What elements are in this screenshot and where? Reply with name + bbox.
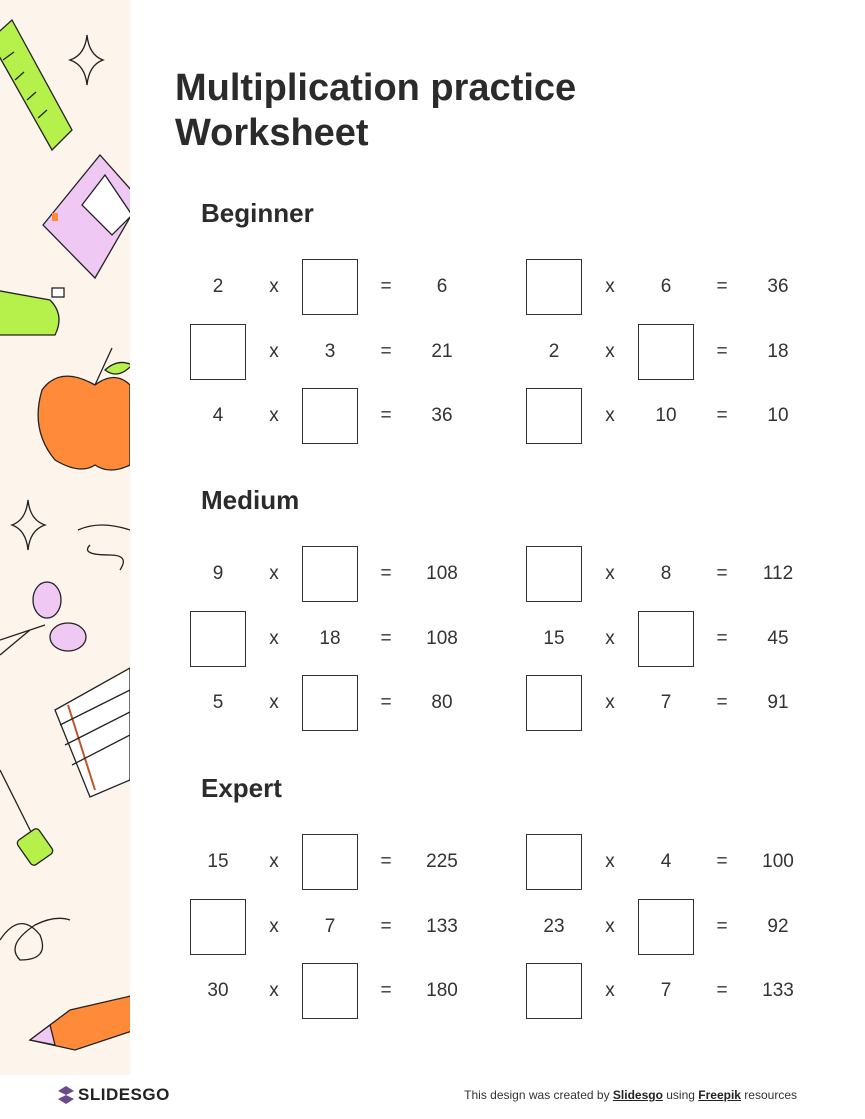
- operand-value: 4: [660, 851, 672, 872]
- operand-value: 8: [660, 563, 672, 584]
- equals-sign: =: [716, 405, 728, 426]
- operand-value: 2: [212, 276, 224, 297]
- operand-value: 7: [324, 915, 336, 937]
- product-value: 100: [762, 851, 794, 872]
- product-value: 108: [426, 627, 458, 649]
- product-value: 80: [431, 692, 453, 713]
- section-heading: Expert: [201, 773, 282, 803]
- times-sign: x: [605, 851, 615, 872]
- equals-sign: =: [380, 276, 392, 297]
- operand-value: 9: [212, 563, 224, 584]
- answer-box[interactable]: [190, 611, 246, 667]
- equals-sign: =: [716, 276, 728, 297]
- equals-sign: =: [716, 851, 728, 872]
- scissors-icon: [0, 582, 86, 655]
- credit-text: This design was created by: [464, 1088, 613, 1102]
- answer-box[interactable]: [526, 259, 582, 315]
- ruler-icon: [0, 20, 72, 150]
- operand-value: 7: [660, 692, 672, 713]
- equals-sign: =: [380, 627, 392, 649]
- operand-value: 7: [660, 980, 672, 1001]
- equals-sign: =: [380, 340, 392, 362]
- times-sign: x: [605, 627, 615, 649]
- pencil-case-icon: [0, 288, 64, 335]
- freepik-link[interactable]: Freepik: [698, 1088, 741, 1102]
- times-sign: x: [269, 692, 279, 713]
- product-value: 92: [767, 915, 789, 937]
- times-sign: x: [605, 915, 615, 937]
- apple-icon: [38, 348, 130, 470]
- times-sign: x: [605, 692, 615, 713]
- answer-box[interactable]: [302, 546, 358, 602]
- footer-credit: [464, 1088, 797, 1102]
- sparkle-icon: [12, 500, 45, 550]
- answer-box[interactable]: [302, 963, 358, 1019]
- pencil-icon: [30, 995, 130, 1050]
- title-line-1: Multiplication practice: [175, 67, 577, 109]
- product-value: 112: [762, 563, 794, 584]
- operand-value: 10: [655, 405, 677, 426]
- product-value: 45: [767, 627, 789, 649]
- product-value: 133: [426, 915, 458, 937]
- equals-sign: =: [716, 915, 728, 937]
- times-sign: x: [269, 915, 279, 937]
- section-heading: Medium: [201, 485, 300, 515]
- equals-sign: =: [380, 692, 392, 713]
- operand-value: 18: [319, 627, 341, 649]
- times-sign: x: [269, 627, 279, 649]
- answer-box[interactable]: [190, 324, 246, 380]
- times-sign: x: [269, 340, 279, 362]
- product-value: 21: [431, 340, 453, 362]
- answer-box[interactable]: [302, 675, 358, 731]
- credit-text: resources: [740, 1088, 797, 1102]
- times-sign: x: [605, 340, 615, 362]
- answer-box[interactable]: [638, 899, 694, 955]
- notebook-paper-icon: [55, 668, 130, 797]
- operand-value: 23: [543, 915, 565, 937]
- answer-box[interactable]: [190, 899, 246, 955]
- sparkle-icon: [70, 35, 103, 85]
- book-icon: [43, 155, 130, 278]
- equals-sign: =: [380, 405, 392, 426]
- answer-box[interactable]: [526, 675, 582, 731]
- times-sign: x: [269, 276, 279, 297]
- times-sign: x: [605, 405, 615, 426]
- logo-text: SLIDESGO: [78, 1085, 170, 1104]
- answer-box[interactable]: [302, 834, 358, 890]
- equals-sign: =: [716, 627, 728, 649]
- compass-icon: [0, 770, 54, 867]
- page-title: [175, 66, 576, 156]
- squiggle-icon: [78, 525, 130, 570]
- answer-box[interactable]: [526, 388, 582, 444]
- equals-sign: =: [380, 563, 392, 584]
- times-sign: x: [269, 563, 279, 584]
- answer-box[interactable]: [526, 834, 582, 890]
- operand-value: 5: [212, 692, 224, 713]
- product-value: 10: [767, 405, 789, 426]
- times-sign: x: [269, 405, 279, 426]
- title-line-2: Worksheet: [175, 112, 369, 154]
- product-value: 133: [762, 980, 794, 1001]
- answer-box[interactable]: [526, 963, 582, 1019]
- times-sign: x: [605, 980, 615, 1001]
- product-value: 91: [767, 692, 789, 713]
- answer-box[interactable]: [638, 324, 694, 380]
- product-value: 36: [767, 276, 789, 297]
- operand-value: 6: [660, 276, 672, 297]
- slidesgo-link[interactable]: Slidesgo: [612, 1088, 663, 1102]
- times-sign: x: [269, 980, 279, 1001]
- operand-value: 30: [207, 980, 229, 1001]
- slidesgo-logo-icon: [58, 1086, 74, 1104]
- section-heading: Beginner: [201, 198, 314, 228]
- times-sign: x: [269, 851, 279, 872]
- equals-sign: =: [716, 980, 728, 1001]
- credit-text: using: [662, 1088, 699, 1102]
- decorative-illustration-strip: [0, 0, 130, 1075]
- equals-sign: =: [716, 692, 728, 713]
- product-value: 6: [436, 276, 448, 297]
- equals-sign: =: [716, 340, 728, 362]
- answer-box[interactable]: [526, 546, 582, 602]
- product-value: 18: [767, 340, 789, 362]
- operand-value: 3: [324, 340, 336, 362]
- product-value: 36: [431, 405, 453, 426]
- product-value: 180: [426, 980, 458, 1001]
- equals-sign: =: [380, 980, 392, 1001]
- operand-value: 2: [548, 340, 560, 362]
- operand-value: 4: [212, 405, 224, 426]
- times-sign: x: [605, 563, 615, 584]
- times-sign: x: [605, 276, 615, 297]
- answer-box[interactable]: [638, 611, 694, 667]
- answer-box[interactable]: [302, 259, 358, 315]
- answer-box[interactable]: [302, 388, 358, 444]
- equals-sign: =: [716, 563, 728, 584]
- equals-sign: =: [380, 851, 392, 872]
- operand-value: 15: [543, 627, 565, 649]
- equals-sign: =: [380, 915, 392, 937]
- slidesgo-logo: [58, 1085, 170, 1105]
- operand-value: 15: [207, 851, 229, 872]
- product-value: 225: [426, 851, 458, 872]
- squiggle-icon: [0, 918, 70, 960]
- product-value: 108: [426, 563, 458, 584]
